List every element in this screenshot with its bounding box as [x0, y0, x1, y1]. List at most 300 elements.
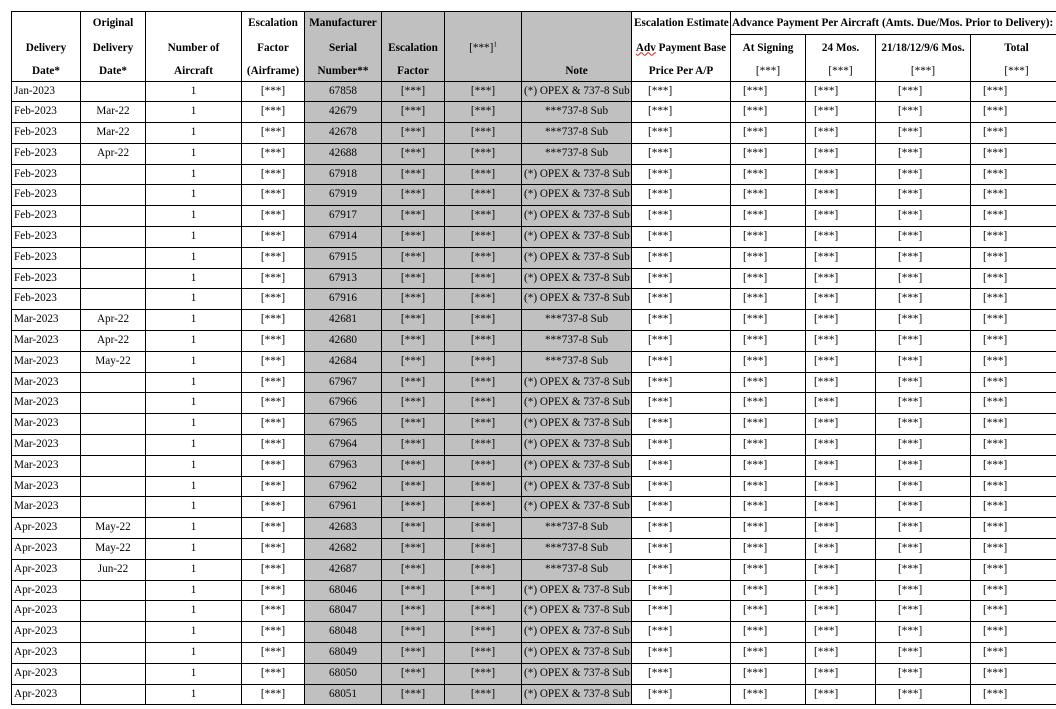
- table-row: [12, 435, 1056, 456]
- 21-18-12-9-6-mos-cell: [***]: [876, 497, 971, 518]
- 24-mos-cell: [***]: [806, 247, 876, 268]
- header-redacted-col-line3: [445, 61, 522, 82]
- original-delivery-date-cell: [81, 393, 146, 414]
- escalation-estimate-cell: [***]: [632, 435, 731, 456]
- original-delivery-date-cell: [81, 81, 146, 102]
- header-escalation-factor-line2: Escalation: [382, 35, 445, 61]
- redacted-cell: [***]: [445, 684, 522, 705]
- number-of-aircraft-cell: 1: [146, 393, 242, 414]
- 24-mos-cell: [***]: [806, 227, 876, 248]
- 24-mos-cell: [***]: [806, 351, 876, 372]
- escalation-estimate-cell: [***]: [632, 539, 731, 560]
- at-signing-cell: [***]: [731, 622, 806, 643]
- manufacturer-serial-number-cell: 67918: [305, 164, 382, 185]
- at-signing-cell: [***]: [731, 185, 806, 206]
- note-cell: ***737-8 Sub: [522, 143, 632, 164]
- escalation-factor-cell: [***]: [382, 331, 445, 352]
- redacted-cell: [***]: [445, 164, 522, 185]
- escalation-factor-airframe-cell: [***]: [242, 684, 305, 705]
- escalation-factor-cell: [***]: [382, 268, 445, 289]
- note-cell: (*) OPEX & 737-8 Sub: [522, 289, 632, 310]
- number-of-aircraft-cell: 1: [146, 476, 242, 497]
- note-cell: (*) OPEX & 737-8 Sub: [522, 601, 632, 622]
- manufacturer-serial-number-cell: 42683: [305, 518, 382, 539]
- table-body: [12, 81, 1056, 705]
- redacted-cell: [***]: [445, 310, 522, 331]
- number-of-aircraft-cell: 1: [146, 601, 242, 622]
- header-escalation-estimate-line1: Escalation Estimate: [632, 12, 731, 35]
- escalation-factor-airframe-cell: [***]: [242, 123, 305, 144]
- escalation-factor-airframe-cell: [***]: [242, 601, 305, 622]
- note-cell: (*) OPEX & 737-8 Sub: [522, 227, 632, 248]
- escalation-estimate-cell: [***]: [632, 476, 731, 497]
- at-signing-cell: [***]: [731, 351, 806, 372]
- delivery-date-cell: Feb-2023: [12, 102, 81, 123]
- total-cell: [***]: [971, 372, 1056, 393]
- escalation-factor-cell: [***]: [382, 518, 445, 539]
- original-delivery-date-cell: [81, 476, 146, 497]
- number-of-aircraft-cell: 1: [146, 643, 242, 664]
- escalation-factor-cell: [***]: [382, 102, 445, 123]
- manufacturer-serial-number-cell: 67965: [305, 414, 382, 435]
- number-of-aircraft-cell: 1: [146, 414, 242, 435]
- escalation-factor-airframe-cell: [***]: [242, 372, 305, 393]
- total-cell: [***]: [971, 622, 1056, 643]
- delivery-date-cell: Apr-2023: [12, 684, 81, 705]
- manufacturer-serial-number-cell: 67962: [305, 476, 382, 497]
- redacted-cell: [***]: [445, 289, 522, 310]
- table-row: [12, 351, 1056, 372]
- manufacturer-serial-number-cell: 67858: [305, 81, 382, 102]
- 24-mos-cell: [***]: [806, 497, 876, 518]
- redacted-cell: [***]: [445, 206, 522, 227]
- total-cell: [***]: [971, 310, 1056, 331]
- total-cell: [***]: [971, 539, 1056, 560]
- total-cell: [***]: [971, 455, 1056, 476]
- original-delivery-date-cell: [81, 580, 146, 601]
- note-cell: ***737-8 Sub: [522, 351, 632, 372]
- manufacturer-serial-number-cell: 42682: [305, 539, 382, 560]
- note-cell: (*) OPEX & 737-8 Sub: [522, 414, 632, 435]
- 24-mos-cell: [***]: [806, 622, 876, 643]
- header-at-signing: At Signing: [731, 35, 806, 61]
- table-row: [12, 559, 1056, 580]
- 21-18-12-9-6-mos-cell: [***]: [876, 601, 971, 622]
- 21-18-12-9-6-mos-cell: [***]: [876, 455, 971, 476]
- escalation-factor-cell: [***]: [382, 539, 445, 560]
- header-number-of-aircraft-line1: [146, 12, 242, 35]
- escalation-factor-airframe-cell: [***]: [242, 393, 305, 414]
- original-delivery-date-cell: [81, 497, 146, 518]
- escalation-factor-airframe-cell: [***]: [242, 476, 305, 497]
- escalation-estimate-cell: [***]: [632, 518, 731, 539]
- total-cell: [***]: [971, 414, 1056, 435]
- at-signing-cell: [***]: [731, 247, 806, 268]
- header-at-signing-redacted: [***]: [731, 61, 806, 82]
- table-row: [12, 622, 1056, 643]
- manufacturer-serial-number-cell: 67919: [305, 185, 382, 206]
- delivery-date-cell: Mar-2023: [12, 372, 81, 393]
- header-24-mos: 24 Mos.: [806, 35, 876, 61]
- original-delivery-date-cell: Apr-22: [81, 310, 146, 331]
- 24-mos-cell: [***]: [806, 435, 876, 456]
- number-of-aircraft-cell: 1: [146, 331, 242, 352]
- 21-18-12-9-6-mos-cell: [***]: [876, 227, 971, 248]
- table-row: [12, 393, 1056, 414]
- escalation-estimate-cell: [***]: [632, 643, 731, 664]
- at-signing-cell: [***]: [731, 310, 806, 331]
- at-signing-cell: [***]: [731, 414, 806, 435]
- manufacturer-serial-number-cell: 42687: [305, 559, 382, 580]
- total-cell: [***]: [971, 206, 1056, 227]
- 21-18-12-9-6-mos-cell: [***]: [876, 289, 971, 310]
- total-cell: [***]: [971, 123, 1056, 144]
- original-delivery-date-cell: May-22: [81, 518, 146, 539]
- delivery-date-cell: Mar-2023: [12, 351, 81, 372]
- original-delivery-date-cell: [81, 289, 146, 310]
- total-cell: [***]: [971, 601, 1056, 622]
- 24-mos-cell: [***]: [806, 539, 876, 560]
- 21-18-12-9-6-mos-cell: [***]: [876, 622, 971, 643]
- table-row: [12, 227, 1056, 248]
- escalation-factor-cell: [***]: [382, 414, 445, 435]
- number-of-aircraft-cell: 1: [146, 497, 242, 518]
- escalation-factor-airframe-cell: [***]: [242, 268, 305, 289]
- number-of-aircraft-cell: 1: [146, 247, 242, 268]
- 21-18-12-9-6-mos-cell: [***]: [876, 164, 971, 185]
- table-row: [12, 123, 1056, 144]
- redacted-cell: [***]: [445, 539, 522, 560]
- delivery-date-cell: Mar-2023: [12, 414, 81, 435]
- redacted-cell: [***]: [445, 268, 522, 289]
- manufacturer-serial-number-cell: 67967: [305, 372, 382, 393]
- redacted-cell: [***]: [445, 247, 522, 268]
- 21-18-12-9-6-mos-cell: [***]: [876, 684, 971, 705]
- escalation-factor-cell: [***]: [382, 601, 445, 622]
- 21-18-12-9-6-mos-cell: [***]: [876, 268, 971, 289]
- escalation-factor-airframe-cell: [***]: [242, 622, 305, 643]
- 24-mos-cell: [***]: [806, 331, 876, 352]
- manufacturer-serial-number-cell: 68051: [305, 684, 382, 705]
- original-delivery-date-cell: May-22: [81, 351, 146, 372]
- 24-mos-cell: [***]: [806, 455, 876, 476]
- header-escalation-factor-airframe-line1: Escalation: [242, 12, 305, 35]
- escalation-estimate-cell: [***]: [632, 372, 731, 393]
- delivery-schedule-table-wrapper: [11, 11, 1056, 705]
- escalation-factor-airframe-cell: [***]: [242, 164, 305, 185]
- escalation-factor-airframe-cell: [***]: [242, 414, 305, 435]
- table-header: [12, 12, 1056, 82]
- redacted-cell: [***]: [445, 351, 522, 372]
- escalation-factor-airframe-cell: [***]: [242, 455, 305, 476]
- header-delivery-date-line2: Delivery: [12, 35, 81, 61]
- manufacturer-serial-number-cell: 67964: [305, 435, 382, 456]
- redacted-cell: [***]: [445, 643, 522, 664]
- escalation-factor-airframe-cell: [***]: [242, 310, 305, 331]
- note-cell: (*) OPEX & 737-8 Sub: [522, 185, 632, 206]
- number-of-aircraft-cell: 1: [146, 310, 242, 331]
- escalation-factor-cell: [***]: [382, 351, 445, 372]
- header-advance-payment-group: Advance Payment Per Aircraft (Amts. Due/Mos. Prior to Delivery):: [731, 12, 1056, 35]
- delivery-date-cell: Apr-2023: [12, 663, 81, 684]
- at-signing-cell: [***]: [731, 289, 806, 310]
- escalation-factor-cell: [***]: [382, 622, 445, 643]
- header-redacted-superscript: 1: [493, 39, 497, 48]
- header-manufacturer-serial-number-line2: Serial: [305, 35, 382, 61]
- original-delivery-date-cell: [81, 643, 146, 664]
- 21-18-12-9-6-mos-cell: [***]: [876, 206, 971, 227]
- redacted-cell: [***]: [445, 663, 522, 684]
- at-signing-cell: [***]: [731, 206, 806, 227]
- table-row: [12, 580, 1056, 601]
- number-of-aircraft-cell: 1: [146, 559, 242, 580]
- redacted-cell: [***]: [445, 559, 522, 580]
- note-cell: ***737-8 Sub: [522, 102, 632, 123]
- escalation-estimate-cell: [***]: [632, 684, 731, 705]
- original-delivery-date-cell: [81, 622, 146, 643]
- total-cell: [***]: [971, 102, 1056, 123]
- 24-mos-cell: [***]: [806, 310, 876, 331]
- escalation-factor-cell: [***]: [382, 247, 445, 268]
- header-number-of-aircraft-line2: Number of: [146, 35, 242, 61]
- original-delivery-date-cell: [81, 268, 146, 289]
- header-note: Note: [522, 61, 632, 82]
- number-of-aircraft-cell: 1: [146, 372, 242, 393]
- escalation-factor-cell: [***]: [382, 393, 445, 414]
- number-of-aircraft-cell: 1: [146, 351, 242, 372]
- at-signing-cell: [***]: [731, 435, 806, 456]
- at-signing-cell: [***]: [731, 663, 806, 684]
- table-row: [12, 206, 1056, 227]
- escalation-factor-airframe-cell: [***]: [242, 643, 305, 664]
- header-payment-base-words: Payment Base: [655, 41, 727, 54]
- note-cell: ***737-8 Sub: [522, 331, 632, 352]
- original-delivery-date-cell: [81, 663, 146, 684]
- 21-18-12-9-6-mos-cell: [***]: [876, 351, 971, 372]
- escalation-factor-airframe-cell: [***]: [242, 227, 305, 248]
- 24-mos-cell: [***]: [806, 684, 876, 705]
- escalation-factor-cell: [***]: [382, 164, 445, 185]
- escalation-factor-cell: [***]: [382, 435, 445, 456]
- 24-mos-cell: [***]: [806, 518, 876, 539]
- header-note-line1: [522, 12, 632, 35]
- 24-mos-cell: [***]: [806, 393, 876, 414]
- manufacturer-serial-number-cell: 42688: [305, 143, 382, 164]
- note-cell: (*) OPEX & 737-8 Sub: [522, 455, 632, 476]
- escalation-factor-cell: [***]: [382, 684, 445, 705]
- at-signing-cell: [***]: [731, 601, 806, 622]
- escalation-estimate-cell: [***]: [632, 601, 731, 622]
- escalation-factor-cell: [***]: [382, 559, 445, 580]
- manufacturer-serial-number-cell: 68046: [305, 580, 382, 601]
- table-row: [12, 643, 1056, 664]
- escalation-factor-airframe-cell: [***]: [242, 559, 305, 580]
- total-cell: [***]: [971, 518, 1056, 539]
- redacted-cell: [***]: [445, 497, 522, 518]
- total-cell: [***]: [971, 435, 1056, 456]
- note-cell: (*) OPEX & 737-8 Sub: [522, 247, 632, 268]
- original-delivery-date-cell: [81, 435, 146, 456]
- redacted-cell: [***]: [445, 622, 522, 643]
- total-cell: [***]: [971, 559, 1056, 580]
- header-number-of-aircraft-line3: Aircraft: [146, 61, 242, 82]
- at-signing-cell: [***]: [731, 476, 806, 497]
- 21-18-12-9-6-mos-cell: [***]: [876, 663, 971, 684]
- 24-mos-cell: [***]: [806, 414, 876, 435]
- escalation-factor-airframe-cell: [***]: [242, 289, 305, 310]
- 24-mos-cell: [***]: [806, 123, 876, 144]
- header-escalation-factor-line3: Factor: [382, 61, 445, 82]
- redacted-cell: [***]: [445, 601, 522, 622]
- escalation-estimate-cell: [***]: [632, 351, 731, 372]
- number-of-aircraft-cell: 1: [146, 268, 242, 289]
- escalation-factor-airframe-cell: [***]: [242, 331, 305, 352]
- escalation-estimate-cell: [***]: [632, 247, 731, 268]
- header-escalation-factor-line1: [382, 12, 445, 35]
- at-signing-cell: [***]: [731, 372, 806, 393]
- header-redacted-col: [445, 35, 522, 61]
- 21-18-12-9-6-mos-cell: [***]: [876, 102, 971, 123]
- note-cell: ***737-8 Sub: [522, 123, 632, 144]
- 24-mos-cell: [***]: [806, 580, 876, 601]
- table-row: [12, 289, 1056, 310]
- manufacturer-serial-number-cell: 67916: [305, 289, 382, 310]
- header-note-line2: [522, 35, 632, 61]
- number-of-aircraft-cell: 1: [146, 143, 242, 164]
- number-of-aircraft-cell: 1: [146, 206, 242, 227]
- escalation-factor-cell: [***]: [382, 580, 445, 601]
- original-delivery-date-cell: [81, 247, 146, 268]
- escalation-estimate-cell: [***]: [632, 185, 731, 206]
- 21-18-12-9-6-mos-cell: [***]: [876, 559, 971, 580]
- number-of-aircraft-cell: 1: [146, 435, 242, 456]
- delivery-date-cell: Mar-2023: [12, 476, 81, 497]
- number-of-aircraft-cell: 1: [146, 518, 242, 539]
- table-row: [12, 518, 1056, 539]
- manufacturer-serial-number-cell: 68050: [305, 663, 382, 684]
- number-of-aircraft-cell: 1: [146, 663, 242, 684]
- table-row: [12, 684, 1056, 705]
- number-of-aircraft-cell: 1: [146, 227, 242, 248]
- delivery-date-cell: Apr-2023: [12, 643, 81, 664]
- table-row: [12, 331, 1056, 352]
- redacted-cell: [***]: [445, 372, 522, 393]
- redacted-cell: [***]: [445, 331, 522, 352]
- 21-18-12-9-6-mos-cell: [***]: [876, 539, 971, 560]
- table-row: [12, 268, 1056, 289]
- table-row: [12, 81, 1056, 102]
- 24-mos-cell: [***]: [806, 601, 876, 622]
- escalation-factor-cell: [***]: [382, 227, 445, 248]
- note-cell: (*) OPEX & 737-8 Sub: [522, 476, 632, 497]
- 24-mos-cell: [***]: [806, 206, 876, 227]
- header-redacted-col-line1: [445, 12, 522, 35]
- delivery-date-cell: Feb-2023: [12, 143, 81, 164]
- header-21-18-12-9-6-mos: 21/18/12/9/6 Mos.: [876, 35, 971, 61]
- number-of-aircraft-cell: 1: [146, 164, 242, 185]
- at-signing-cell: [***]: [731, 102, 806, 123]
- manufacturer-serial-number-cell: 42679: [305, 102, 382, 123]
- header-original-delivery-date-line3: Date*: [81, 61, 146, 82]
- delivery-date-cell: Jan-2023: [12, 81, 81, 102]
- number-of-aircraft-cell: 1: [146, 81, 242, 102]
- escalation-factor-airframe-cell: [***]: [242, 351, 305, 372]
- escalation-factor-airframe-cell: [***]: [242, 143, 305, 164]
- 24-mos-cell: [***]: [806, 81, 876, 102]
- 24-mos-cell: [***]: [806, 268, 876, 289]
- header-original-delivery-date-line1: Original: [81, 12, 146, 35]
- total-cell: [***]: [971, 684, 1056, 705]
- original-delivery-date-cell: May-22: [81, 539, 146, 560]
- escalation-estimate-cell: [***]: [632, 227, 731, 248]
- manufacturer-serial-number-cell: 68048: [305, 622, 382, 643]
- escalation-factor-airframe-cell: [***]: [242, 102, 305, 123]
- table-row: [12, 143, 1056, 164]
- escalation-factor-airframe-cell: [***]: [242, 539, 305, 560]
- escalation-factor-airframe-cell: [***]: [242, 435, 305, 456]
- total-cell: [***]: [971, 580, 1056, 601]
- escalation-estimate-cell: [***]: [632, 143, 731, 164]
- header-escalation-estimate-line3: Price Per A/P: [632, 61, 731, 82]
- 21-18-12-9-6-mos-cell: [***]: [876, 414, 971, 435]
- table-row: [12, 601, 1056, 622]
- escalation-estimate-cell: [***]: [632, 559, 731, 580]
- 21-18-12-9-6-mos-cell: [***]: [876, 310, 971, 331]
- table-row: [12, 164, 1056, 185]
- 24-mos-cell: [***]: [806, 476, 876, 497]
- 24-mos-cell: [***]: [806, 372, 876, 393]
- header-24-mos-redacted: [***]: [806, 61, 876, 82]
- escalation-estimate-cell: [***]: [632, 102, 731, 123]
- redacted-cell: [***]: [445, 185, 522, 206]
- 21-18-12-9-6-mos-cell: [***]: [876, 185, 971, 206]
- 21-18-12-9-6-mos-cell: [***]: [876, 143, 971, 164]
- delivery-date-cell: Feb-2023: [12, 206, 81, 227]
- manufacturer-serial-number-cell: 68047: [305, 601, 382, 622]
- original-delivery-date-cell: Apr-22: [81, 331, 146, 352]
- number-of-aircraft-cell: 1: [146, 289, 242, 310]
- redacted-cell: [***]: [445, 455, 522, 476]
- delivery-date-cell: Apr-2023: [12, 601, 81, 622]
- 21-18-12-9-6-mos-cell: [***]: [876, 435, 971, 456]
- original-delivery-date-cell: [81, 164, 146, 185]
- redacted-cell: [***]: [445, 393, 522, 414]
- at-signing-cell: [***]: [731, 684, 806, 705]
- total-cell: [***]: [971, 143, 1056, 164]
- escalation-factor-airframe-cell: [***]: [242, 497, 305, 518]
- note-cell: (*) OPEX & 737-8 Sub: [522, 268, 632, 289]
- total-cell: [***]: [971, 351, 1056, 372]
- escalation-estimate-cell: [***]: [632, 393, 731, 414]
- at-signing-cell: [***]: [731, 227, 806, 248]
- note-cell: ***737-8 Sub: [522, 518, 632, 539]
- header-manufacturer-serial-number-line3: Number**: [305, 61, 382, 82]
- manufacturer-serial-number-cell: 67915: [305, 247, 382, 268]
- 21-18-12-9-6-mos-cell: [***]: [876, 393, 971, 414]
- header-escalation-factor-airframe-line3: (Airframe): [242, 61, 305, 82]
- escalation-estimate-cell: [***]: [632, 81, 731, 102]
- original-delivery-date-cell: [81, 372, 146, 393]
- table-row: [12, 476, 1056, 497]
- escalation-factor-cell: [***]: [382, 143, 445, 164]
- number-of-aircraft-cell: 1: [146, 580, 242, 601]
- redacted-cell: [***]: [445, 580, 522, 601]
- number-of-aircraft-cell: 1: [146, 185, 242, 206]
- original-delivery-date-cell: [81, 206, 146, 227]
- escalation-estimate-cell: [***]: [632, 123, 731, 144]
- total-cell: [***]: [971, 497, 1056, 518]
- manufacturer-serial-number-cell: 42680: [305, 331, 382, 352]
